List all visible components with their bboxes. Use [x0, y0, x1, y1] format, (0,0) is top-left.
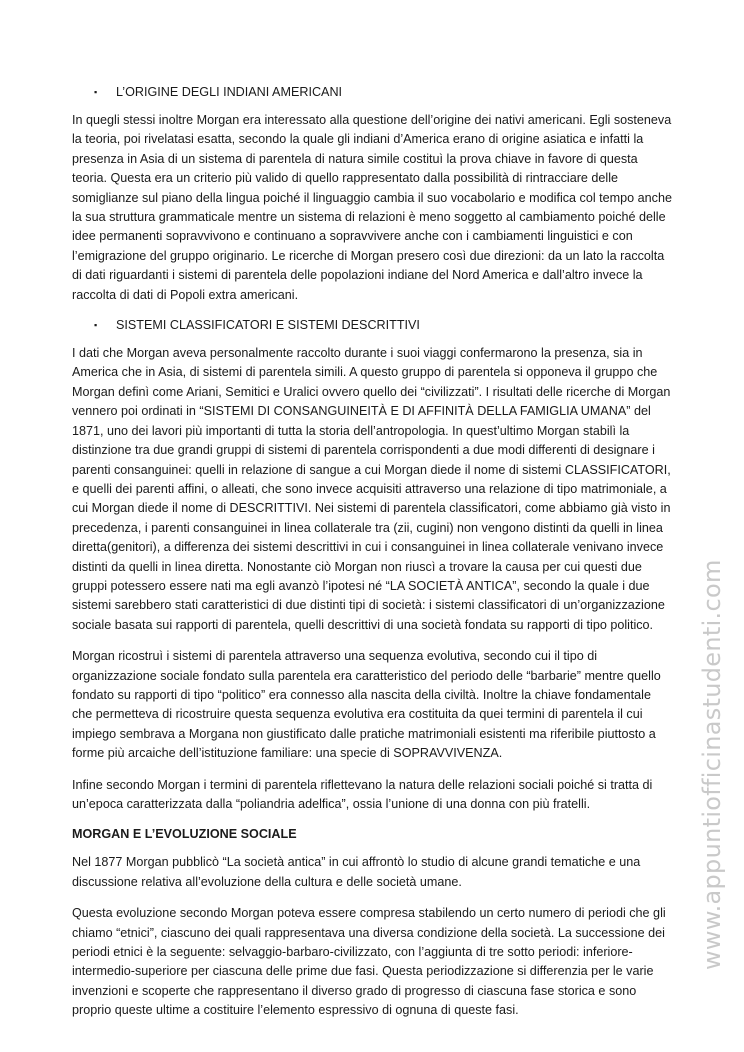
paragraph: Questa evoluzione secondo Morgan poteva essere compresa stabilendo un certo numero di periodi che gli chiamo “etnici”, ciascuno dei quali rappresentava una diversa condizione della società. La successione dei periodi etnici è la seguente: selvaggio-barbaro-civilizzato, con l’aggiunta di tre sotto periodi: inferiore-intermedio-superiore per ciascuna delle prime due fasi. Questa periodizzazione si differenzia per le varie invenzioni e scoperte che rappresentano il diverso grado di progresso di ciascuna fase storica e sono proprio queste ultime a costituire l’elemento espressivo di ognuna di queste fasi.	[72, 906, 666, 1018]
watermark	[670, 559, 726, 970]
paragraph: Morgan ricostruì i sistemi di parentela attraverso una sequenza evolutiva, secondo cui il tipo di organizzazione sociale fondato sulla parentela era caratteristico del periodo delle “barbarie” mentre quello fondato su rapporti di tipo “politico” era connesso alla nascita della civiltà. Inoltre la chiave fondamentale che permetteva di ricostruire questa sequenza evolutiva era costituita da quei termini di parentela il cui impiego sembrava a Morgana non giustificato dalle pratiche matrimoniali esistenti ma riferibile piuttosto a forme più arcaiche dell’istituzione familiare: una specie di SOPRAVVIVENZA.	[72, 649, 661, 761]
section-heading: MORGAN E L’EVOLUZIONE SOCIALE	[72, 827, 297, 842]
document-page	[72, 84, 674, 1033]
heading-text: SISTEMI CLASSIFICATORI E SISTEMI DESCRITTIVI	[116, 318, 420, 333]
watermark-text: www.appuntiofficinastudenti.com	[698, 559, 726, 970]
bullet-heading-origine	[72, 84, 674, 101]
square-bullet-icon: ▪	[94, 320, 98, 331]
paragraph: Infine secondo Morgan i termini di parentela riflettevano la natura delle relazioni sociali poiché si tratta di un’epoca caratterizzata dalla “poliandria adelfica”, ossia l’unione di una donna con più fratelli.	[72, 777, 653, 811]
heading-text: L’ORIGINE DEGLI INDIANI AMERICANI	[116, 85, 343, 99]
square-bullet-icon: ▪	[94, 87, 98, 97]
paragraph: In quegli stessi inoltre Morgan era interessato alla questione dell’origine dei nativi americani. Egli sosteneva la teoria, poi rivelatasi esatta, secondo la quale gli indiani d’America erano di origine asiatica e infatti la presenza in Asia di un sistema di parentela di natura simile costituì la prova chiave in favore di questa teoria. Questa era un criterio più valido di quello rappresentato dalla possibilità di rintracciare delle somiglianze sul piano della lingua poiché il linguaggio cambia il suo vocabolario e modifica col tempo anche la sua struttura grammaticale mentre un sistema di relazioni è meno soggetto al cambiamento poiché delle idee permanenti sopravvivono e continuano a sopravvivere anche con i cambiamenti linguistici e con l’emigrazione del gruppo originario. Le ricerche di Morgan presero così due direzioni: da un lato la raccolta di dati riguardanti i sistemi di parentela delle popolazioni indiane del Nord America e dall’altro invece la raccolta di dati di Popoli extra americani.	[72, 113, 672, 302]
paragraph: I dati che Morgan aveva personalmente raccolto durante i suoi viaggi confermarono la presenza, sia in America che in Asia, di sistemi di parentela simili. A questo gruppo di parentela si opponeva il gruppo che Morgan definì come Ariani, Semitici e Uralici ovvero quello dei “civilizzati”. I risultati delle ricerche di Morgan vennero poi ordinati in “SISTEMI DI CONSANGUINEITÀ E DI AFFINITÀ DELLA FAMIGLIA UMANA” del 1871, uno dei lavori più importanti di tutta la storia dell’antropologia. In quest’ultimo Morgan stabilì la distinzione tra due grandi gruppi di sistemi di parentela corrispondenti a due modi differenti di designare i parenti consanguinei: quelli in relazione di sangue a cui Morgan diede il nome di sistemi CLASSIFICATORI, e quelli dei parenti affini, o alleati, che sono invece acquisiti attraverso una relazione di tipo matrimoniale, a cui Morgan diede il nome di DESCRITTIVI. Nei sistemi di parentela classificatori, come abbiamo già visto in precedenza, i parenti consanguinei in linea collaterale tra (zii, cugini) non vengono distinti da quelli in linea diretta(genitori), a differenza dei sistemi descrittivi in cui i consanguinei in linea collaterale venivano invece distinti da quelli in linea diretta. Nonostante ciò Morgan non riuscì a trovare la causa per cui questi due gruppi potessero essere nati ma egli avanzò l’ipotesi né “LA SOCIETÀ ANTICA”, secondo la quale i due sistemi sarebbero stati caratteristici di due distinti tipi di società: i sistemi classificatori di un’organizzazione sociale basata sui rapporti di parentela, quelli descrittivi di una società fondata su rapporti di tipo politico.	[72, 346, 671, 632]
bullet-heading-sistemi	[72, 317, 674, 334]
paragraph: Nel 1877 Morgan pubblicò “La società antica” in cui affrontò lo studio di alcune grandi tematiche e una discussione relativa all’evoluzione della cultura e delle società umane.	[72, 855, 641, 889]
